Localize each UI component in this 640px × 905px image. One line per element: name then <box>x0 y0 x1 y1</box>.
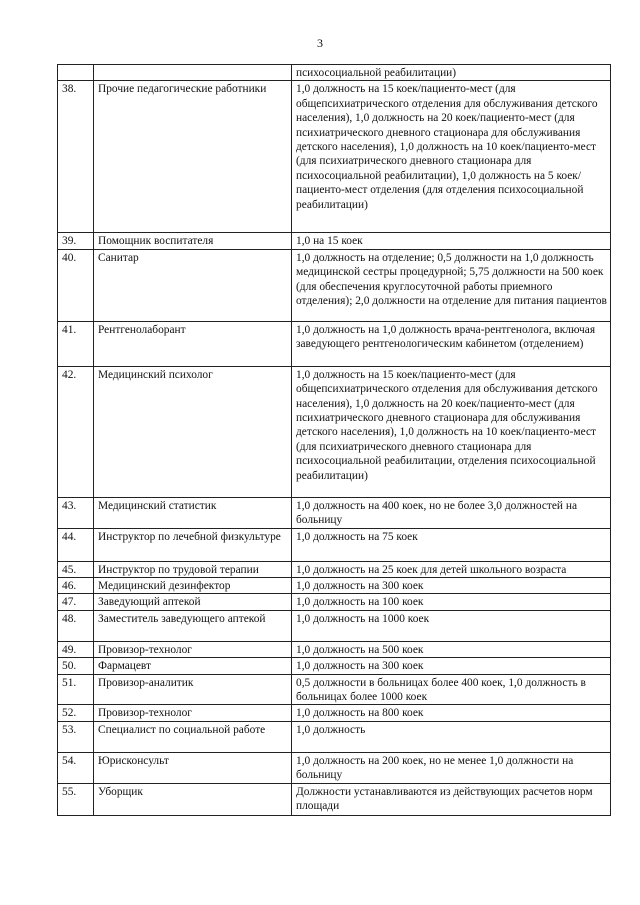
row-number-cell: 47. <box>58 594 94 610</box>
staffing-norm-cell: 1,0 должность на 1000 коек <box>292 610 611 641</box>
row-number-cell: 40. <box>58 249 94 321</box>
row-number-cell: 42. <box>58 366 94 497</box>
table-row <box>58 561 611 577</box>
table-row <box>58 610 611 641</box>
position-name-cell: Медицинский психолог <box>94 366 292 497</box>
position-name-cell: Уборщик <box>94 783 292 815</box>
page-number: 3 <box>317 36 323 50</box>
table-row <box>58 528 611 561</box>
table-row <box>58 721 611 752</box>
table-row <box>58 321 611 366</box>
staffing-norms-table <box>57 64 611 816</box>
position-name-cell <box>94 65 292 81</box>
table-row <box>58 249 611 321</box>
table-row <box>58 233 611 249</box>
staffing-norm-cell: 1,0 должность <box>292 721 611 752</box>
row-number-cell: 38. <box>58 81 94 233</box>
table-row <box>58 65 611 81</box>
position-name-cell: Провизор-технолог <box>94 641 292 657</box>
staffing-norm-cell: 1,0 должность на 15 коек/пациенто-мест (для общепсихиатрического отделения для обслуживания детского населения), 1,0 должность на 20 коек/пациенто-мест (для психиатрического дневного стационара для обслуживания детского населения), 1,0 должность на 10 коек/пациенто-мест (для психиатрического дневного стационара для психосоциальной реабилитации, отделения психосоциальной реабилитации) <box>292 366 611 497</box>
row-number-cell: 52. <box>58 705 94 721</box>
staffing-norm-cell: 1,0 должность на 1,0 должность врача-рентгенолога, включая заведующего рентгенологическим кабинетом (отделением) <box>292 321 611 366</box>
staffing-norm-cell: Должности устанавливаются из действующих расчетов норм площади <box>292 783 611 815</box>
table-row <box>58 658 611 674</box>
staffing-norm-cell: 1,0 должность на 15 коек/пациенто-мест (для общепсихиатрического отделения для обслуживания детского населения), 1,0 должность на 20 коек/пациенто-мест (для психиатрического дневного стационара для обслуживания детского населения), 1,0 должность на 10 коек/пациенто-мест (для психиатрического дневного стационара для психосоциальной реабилитации), 1,0 должность на 5 коек/пациенто-мест отделения (для отделения психосоциальной реабилитации) <box>292 81 611 233</box>
table-body <box>58 65 611 816</box>
position-name-cell: Рентгенолаборант <box>94 321 292 366</box>
table-row <box>58 366 611 497</box>
table-row <box>58 594 611 610</box>
row-number-cell: 46. <box>58 578 94 594</box>
row-number-cell: 53. <box>58 721 94 752</box>
staffing-norm-cell: 1,0 должность на 300 коек <box>292 578 611 594</box>
table-row <box>58 497 611 528</box>
position-name-cell: Прочие педагогические работники <box>94 81 292 233</box>
row-number-cell: 45. <box>58 561 94 577</box>
row-number-cell: 39. <box>58 233 94 249</box>
row-number-cell: 41. <box>58 321 94 366</box>
position-name-cell: Фармацевт <box>94 658 292 674</box>
position-name-cell: Провизор-аналитик <box>94 674 292 705</box>
position-name-cell: Помощник воспитателя <box>94 233 292 249</box>
staffing-norm-cell: 1,0 должность на 500 коек <box>292 641 611 657</box>
staffing-norm-cell: психосоциальной реабилитации) <box>292 65 611 81</box>
position-name-cell: Инструктор по лечебной физкультуре <box>94 528 292 561</box>
table-row <box>58 578 611 594</box>
staffing-norm-cell: 1,0 должность на отделение; 0,5 должности на 1,0 должность медицинской сестры процедурной; 5,75 должности на 500 коек (для обеспечения круглосуточной работы приемного отделения); 2,0 должности на отделение для питания пациентов <box>292 249 611 321</box>
staffing-norm-cell: 1,0 должность на 800 коек <box>292 705 611 721</box>
position-name-cell: Заместитель заведующего аптекой <box>94 610 292 641</box>
position-name-cell: Медицинский дезинфектор <box>94 578 292 594</box>
row-number-cell: 55. <box>58 783 94 815</box>
row-number-cell: 44. <box>58 528 94 561</box>
row-number-cell: 43. <box>58 497 94 528</box>
table-row <box>58 641 611 657</box>
table-row <box>58 705 611 721</box>
row-number-cell: 50. <box>58 658 94 674</box>
position-name-cell: Инструктор по трудовой терапии <box>94 561 292 577</box>
table-row <box>58 674 611 705</box>
staffing-norm-cell: 1,0 должность на 200 коек, но не менее 1,0 должности на больницу <box>292 752 611 783</box>
position-name-cell: Медицинский статистик <box>94 497 292 528</box>
staffing-norm-cell: 1,0 на 15 коек <box>292 233 611 249</box>
row-number-cell <box>58 65 94 81</box>
table-row <box>58 783 611 815</box>
staffing-norm-cell: 1,0 должность на 100 коек <box>292 594 611 610</box>
staffing-norm-cell: 1,0 должность на 300 коек <box>292 658 611 674</box>
table-row <box>58 752 611 783</box>
row-number-cell: 54. <box>58 752 94 783</box>
row-number-cell: 51. <box>58 674 94 705</box>
row-number-cell: 48. <box>58 610 94 641</box>
position-name-cell: Заведующий аптекой <box>94 594 292 610</box>
staffing-norm-cell: 1,0 должность на 75 коек <box>292 528 611 561</box>
position-name-cell: Юрисконсульт <box>94 752 292 783</box>
staffing-norm-cell: 1,0 должность на 25 коек для детей школьного возраста <box>292 561 611 577</box>
staffing-norm-cell: 1,0 должность на 400 коек, но не более 3,0 должностей на больницу <box>292 497 611 528</box>
position-name-cell: Специалист по социальной работе <box>94 721 292 752</box>
table-row <box>58 81 611 233</box>
position-name-cell: Санитар <box>94 249 292 321</box>
row-number-cell: 49. <box>58 641 94 657</box>
position-name-cell: Провизор-технолог <box>94 705 292 721</box>
staffing-norm-cell: 0,5 должности в больницах более 400 коек, 1,0 должность в больницах более 1000 коек <box>292 674 611 705</box>
